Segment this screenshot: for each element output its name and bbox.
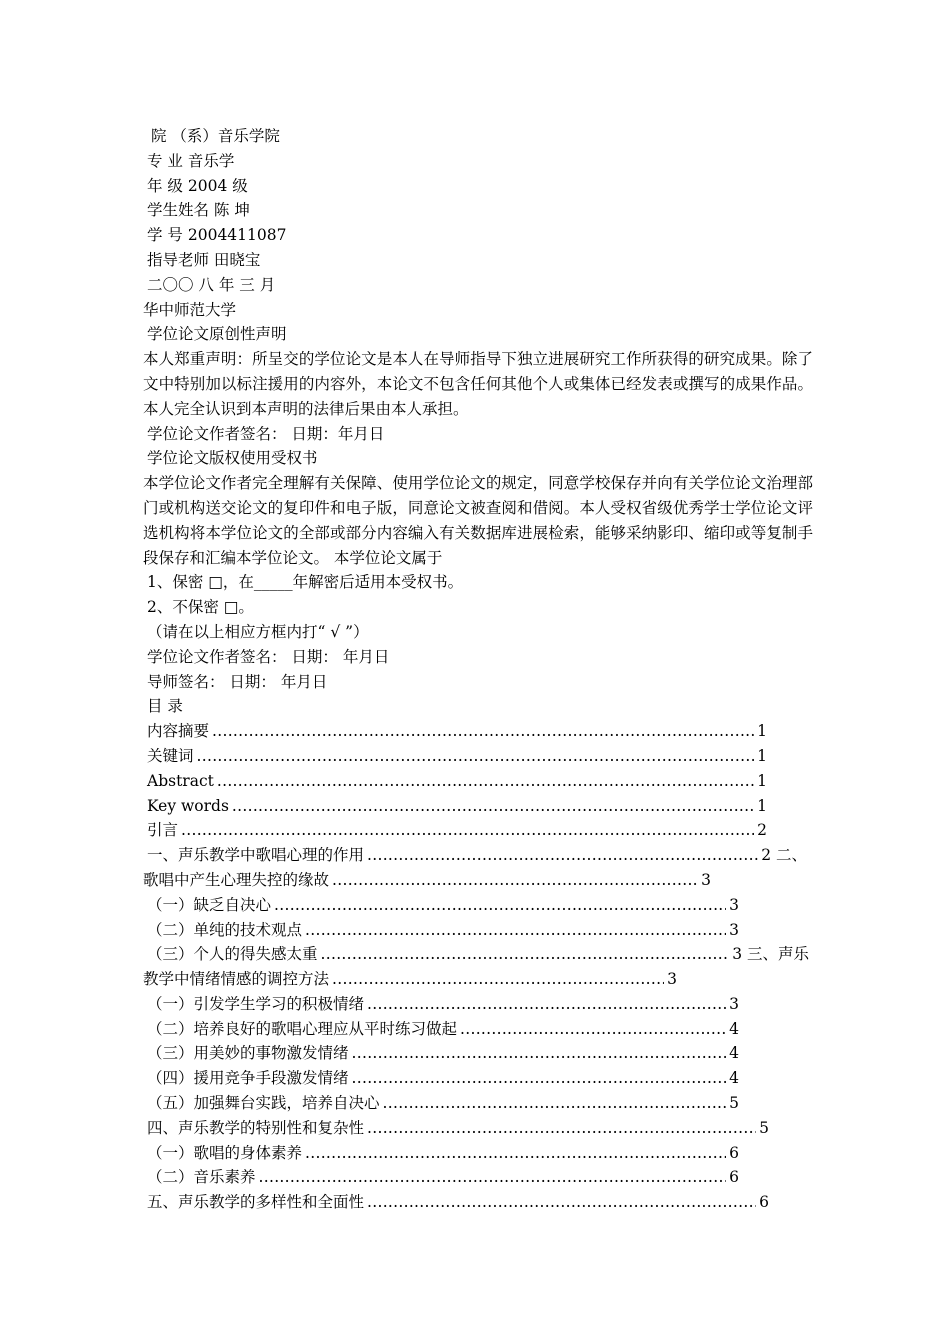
copyright-title: 学位论文版权使用受权书: [147, 449, 318, 468]
toc-entry-page: 4: [729, 1019, 739, 1038]
toc-entry: [143, 818, 767, 843]
originality-statement: 本人郑重声明：所呈交的学位论文是本人在导师指导下独立进展研究工作所获得的研究成果。除了文中特别加以标注援用的内容外，本论文不包含任何其他个人或集体已经发表或撰写的成果作品。本人完全认识到本声明的法律后果由本人承担。: [143, 350, 813, 418]
cover-student-id: 学 号 2004411087: [147, 226, 287, 245]
toc-entry-page: 5: [759, 1118, 769, 1137]
toc-list: [143, 719, 813, 1215]
toc-entry: [143, 769, 767, 794]
toc-entry-label: （二）培养良好的歌唱心理应从平时练习做起: [147, 1019, 458, 1038]
toc-entry-page: 6: [759, 1193, 769, 1212]
toc-leader-dots: [367, 1116, 756, 1141]
toc-entry-label: 关键词: [147, 746, 194, 765]
toc-entry-page: 3 三、声乐: [732, 945, 809, 964]
toc-leader-dots: [367, 992, 726, 1017]
toc-entry-label: Key words: [147, 796, 229, 815]
toc-entry: [143, 1041, 739, 1066]
cover-date: 二〇〇 八 年 三 月: [147, 275, 276, 294]
toc-entry-page: 4: [729, 1044, 739, 1063]
toc-entry-label: （一）缺乏自决心: [147, 895, 272, 914]
toc-entry: [143, 1066, 739, 1091]
toc-entry-page: 3: [729, 920, 739, 939]
toc-entry-page: 1: [757, 771, 767, 790]
toc-entry-page: 3: [729, 895, 739, 914]
toc-entry-page: 3: [729, 994, 739, 1013]
toc-entry-page: 5: [729, 1094, 739, 1113]
toc-leader-dots: [460, 1017, 726, 1042]
toc-leader-dots: [259, 1165, 727, 1190]
toc-entry-page: 3: [701, 870, 711, 889]
copyright-advisor-signature: 导师签名： 日期： 年月日: [147, 672, 328, 691]
copyright-author-signature: 学位论文作者签名： 日期： 年月日: [147, 647, 390, 666]
toc-entry-page: 2 二、: [761, 846, 807, 865]
originality-signature: 学位论文作者签名： 日期：年月日: [147, 424, 385, 443]
toc-entry-label: 五、声乐教学的多样性和全面性: [147, 1193, 365, 1212]
toc-leader-dots: [217, 769, 754, 794]
toc-entry-label: Abstract: [147, 771, 214, 790]
toc-entry: [143, 794, 767, 819]
toc-leader-dots: [332, 868, 698, 893]
toc-entry: [143, 843, 807, 868]
toc-leader-dots: [352, 1041, 727, 1066]
toc-entry-label: （一）引发学生学习的积极情绪: [147, 994, 365, 1013]
toc-entry: [143, 918, 739, 943]
toc-leader-dots: [367, 1190, 756, 1215]
document-page: [143, 124, 813, 1215]
toc-entry-label: （四）援用竞争手段激发情绪: [147, 1069, 349, 1088]
toc-entry-page: 1: [757, 746, 767, 765]
toc-leader-dots: [383, 1091, 727, 1116]
toc-entry-page: 2: [757, 821, 767, 840]
copyright-note: （请在以上相应方框内打“ √ ”）: [147, 622, 369, 641]
toc-entry-label: 一、声乐教学中歌唱心理的作用: [147, 846, 365, 865]
toc-leader-dots: [274, 893, 726, 918]
toc-entry-label: 内容摘要: [147, 722, 210, 741]
toc-entry-label: 四、声乐教学的特别性和复杂性: [147, 1118, 365, 1137]
toc-entry-label: 教学中情绪情感的调控方法: [143, 970, 330, 989]
toc-leader-dots: [367, 843, 758, 868]
cover-university: 华中师范大学: [143, 300, 237, 319]
copyright-statement: 本学位论文作者完全理解有关保障、使用学位论文的规定，同意学校保存并向有关学位论文治理部门或机构送交论文的复印件和电子版，同意论文被查阅和借阅。本人受权省级优秀学士学位论文评选机构将本学位论文的全部或部分内容编入有关数据库进展检索，能够采纳影印、缩印或等复制手段保存和汇编本学位论文。 本学位论文属于: [143, 474, 813, 567]
toc-entry: [143, 967, 677, 992]
toc-entry: [143, 893, 739, 918]
toc-entry-page: 1: [757, 722, 767, 741]
toc-entry-label: 引言: [147, 821, 179, 840]
toc-entry-page: 1: [757, 796, 767, 815]
toc-leader-dots: [181, 818, 754, 843]
toc-entry-label: （五）加强舞台实践，培养自决心: [147, 1094, 380, 1113]
toc-entry-label: （二）单纯的技术观点: [147, 920, 303, 939]
toc-entry: [143, 1141, 739, 1166]
toc-entry-label: （二）音乐素养: [147, 1168, 256, 1187]
toc-leader-dots: [321, 942, 730, 967]
toc-leader-dots: [305, 918, 726, 943]
cover-major: 专 业 音乐学: [147, 151, 235, 170]
copyright-option-confidential: 1、保密 □，在_____年解密后适用本受权书。: [147, 573, 464, 592]
cover-grade: 年 级 2004 级: [147, 176, 248, 195]
toc-entry: [143, 719, 767, 744]
toc-leader-dots: [212, 719, 754, 744]
toc-entry-label: 歌唱中产生心理失控的缘故: [143, 870, 330, 889]
toc-entry: [143, 1091, 739, 1116]
toc-leader-dots: [352, 1066, 727, 1091]
toc-entry-page: 3: [667, 970, 677, 989]
toc-leader-dots: [197, 744, 755, 769]
toc-entry-page: 4: [729, 1069, 739, 1088]
toc-entry-page: 6: [729, 1143, 739, 1162]
toc-entry: [143, 744, 767, 769]
toc-entry: [143, 942, 809, 967]
cover-department: 院 （系）音乐学院: [151, 127, 280, 145]
toc-leader-dots: [332, 967, 664, 992]
toc-leader-dots: [232, 794, 754, 819]
toc-entry: [143, 1190, 769, 1215]
toc-entry: [143, 1116, 769, 1141]
toc-entry: [143, 1165, 739, 1190]
toc-entry: [143, 1017, 739, 1042]
originality-title: 学位论文原创性声明: [147, 325, 287, 344]
toc-leader-dots: [305, 1141, 726, 1166]
cover-advisor: 指导老师 田晓宝: [147, 250, 261, 269]
toc-title: 目 录: [147, 697, 183, 716]
toc-entry: [143, 992, 739, 1017]
copyright-option-public: 2、不保密 □。: [147, 598, 254, 617]
cover-student-name: 学生姓名 陈 坤: [147, 201, 250, 220]
toc-entry: [143, 868, 711, 893]
toc-entry-page: 6: [729, 1168, 739, 1187]
toc-entry-label: （一）歌唱的身体素养: [147, 1143, 303, 1162]
toc-entry-label: （三）个人的得失感太重: [147, 945, 318, 964]
toc-entry-label: （三）用美妙的事物激发情绪: [147, 1044, 349, 1063]
